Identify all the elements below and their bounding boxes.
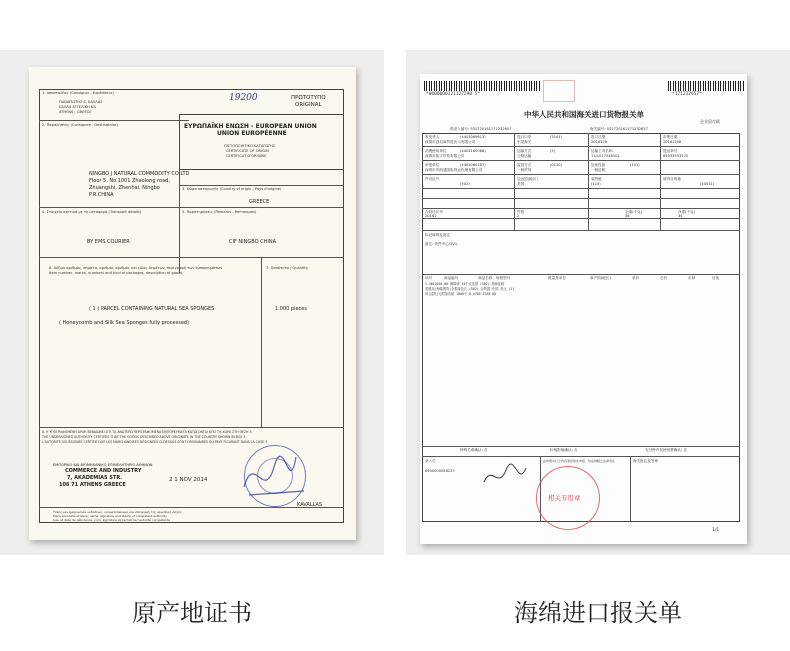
grid-value-2: 美国 bbox=[517, 182, 525, 186]
gross-label: 毛重(千克) bbox=[625, 210, 643, 214]
consignee-label: 2. Παραλήπτης (Consignee - Destinataire) bbox=[42, 123, 118, 127]
divider bbox=[422, 146, 740, 147]
consignee-line-3: Zhuangshi, Zhenhai, Ningbo bbox=[89, 185, 160, 191]
auth-line-2: THE UNDERSIGNED AUTHORITY CERTIFIES THAT THE GOODS DESCRIBED ABOVE ORIGINATE IN THE COUNTRY SHOWN IN BOX 3 bbox=[42, 435, 246, 439]
review-label: 海关批注及签章 bbox=[633, 459, 659, 463]
goods-head-4: 数量及单位 bbox=[548, 276, 566, 280]
row-1-d: (3101) bbox=[550, 135, 562, 139]
divider bbox=[422, 188, 740, 189]
eu-title: ΕΥΡΩΠΑΪΚΗ ΕΝΩΣΗ - EUROPEAN UNION bbox=[184, 123, 317, 130]
divider bbox=[422, 274, 740, 275]
barcode-left bbox=[424, 81, 540, 91]
country-value: GREECE bbox=[249, 199, 270, 205]
goods-head-7: 总价 bbox=[660, 276, 668, 280]
pieces-value: 2 bbox=[517, 214, 520, 218]
row-2-c: 东莞海关 bbox=[517, 140, 532, 144]
row-5-b: (4402060287) bbox=[460, 163, 486, 167]
row-5-f: (101) bbox=[630, 163, 640, 167]
divider bbox=[422, 230, 740, 231]
row-1-c: 进口口岸 bbox=[517, 135, 532, 139]
goods-head-6: 单价 bbox=[632, 276, 640, 280]
marks-value: 备注: 快件中心/3V1, bbox=[425, 242, 459, 246]
divider bbox=[39, 120, 189, 121]
exporter-line-1: ΠΑΝΑΓΙΩΤΗΣ Ε. ΚΑΛΛΑΣ bbox=[59, 100, 103, 104]
goods-head-1: 项号 bbox=[425, 276, 433, 280]
royalty-confirm: 支付特许权使用费确认: 否 bbox=[645, 448, 687, 452]
divider bbox=[39, 427, 344, 428]
chamber-line-2: COMMERCE AND INDUSTRY bbox=[65, 468, 142, 474]
goods-item-line-2: 美国用|海绵搓背|全棉身及衣 (502) 目的国:中国 美元 (1) bbox=[425, 287, 515, 291]
goods-label: 6. Αύξων αριθμός, σήματα, αριθμοί, αριθμός και είδος δεμάτων, περιγραφή των εμπορευμάτων bbox=[49, 266, 223, 270]
row-5-d: (0110) bbox=[550, 163, 562, 167]
quantity-label: 7. Ποσότητα / Quantity bbox=[266, 266, 308, 270]
entry-label: 录入员 bbox=[425, 459, 436, 463]
divider bbox=[630, 456, 631, 522]
chamber-line-1: ΕΜΠΟΡΙΚΟ ΚΑΙ ΒΙΟΜΗΧΑΝΙΚΟ ΕΠΙΜΕΛΗΤΗΡΙΟ ΑΘΗΝΩΝ bbox=[53, 463, 153, 467]
grid-label-1: 许可证号 bbox=[425, 177, 440, 181]
left-caption: 原产地证书 bbox=[132, 599, 252, 627]
row-4-c: 公路运输 bbox=[517, 154, 532, 158]
gross-value: 36 bbox=[625, 214, 630, 218]
grid-value-1: (502) bbox=[460, 182, 470, 186]
divider bbox=[422, 160, 740, 161]
contract-value: 20161 bbox=[425, 214, 437, 218]
row-5-a: 申报单位 bbox=[425, 163, 440, 167]
row-1-e: 进口日期 bbox=[591, 135, 606, 139]
row-2-f: 20161208 bbox=[663, 140, 682, 144]
row-1-f: 申报日期 bbox=[663, 135, 678, 139]
copy-tag: 企业留存联 bbox=[700, 119, 720, 124]
country-label: 3. Χώρα καταγωγής (Country of origin - Pays d'origine) bbox=[182, 187, 282, 191]
red-stamp-mark bbox=[543, 80, 575, 102]
row-6-c: 一般贸易 bbox=[517, 168, 532, 172]
divider bbox=[588, 133, 589, 230]
divider bbox=[514, 133, 515, 230]
divider bbox=[422, 174, 740, 175]
entry-code: 6900000048237 bbox=[425, 469, 455, 473]
auth-line-1: 8. Η ΥΠΟΓΡΑΦΟΜΕΝΗ ΑΡΧΗ ΒΕΒΑΙΩΝΕΙ ΟΤΙ ΤΑ ΑΝΩΤΕΡΩ ΠΕΡΙΓΡΑΦΟΜΕΝΑ ΕΜΠΟΡΕΥΜΑΤΑ ΚΑΤΑΓΟΝΤΑΙ ΑΠΟ ΤΗ ΧΩΡΑ ΣΤΗ ΘΕΣΗ 3 bbox=[42, 430, 252, 434]
goods-line-1: ( 1 ) PARCEL CONTAINING NATURAL SEA SPONGES bbox=[89, 306, 215, 312]
grid-value-3: (110) bbox=[591, 182, 601, 186]
row-5-c: 监管方式 bbox=[517, 163, 532, 167]
divider bbox=[39, 507, 344, 508]
special-relation: 特殊关系确认: 否 bbox=[460, 448, 488, 452]
goods-head-2: 商品编号 bbox=[444, 276, 459, 280]
row-1-b: (4402069613) bbox=[460, 135, 486, 139]
row-3-b: (4402160088) bbox=[460, 149, 486, 153]
divider bbox=[422, 198, 740, 199]
customs-declaration-document[interactable] bbox=[420, 74, 747, 544]
divider bbox=[422, 446, 740, 447]
handwritten-number: 19200 bbox=[229, 93, 258, 103]
footer-line-1: Τόπος και ημερομηνία εκδόσεως, ονοματεπώνυμο και υπογραφή της αρμόδιας Αρχής bbox=[53, 510, 182, 514]
declaration-table bbox=[422, 133, 740, 522]
grid-value-4: (44031) bbox=[700, 182, 715, 186]
footer-line-3: Lieu et date de délivrance, nom, signature et cachet de l'autorité compétente bbox=[53, 518, 171, 522]
divider bbox=[39, 257, 344, 258]
stamp-name: KAVALLAS bbox=[297, 502, 323, 508]
chamber-line-4: 106 71 ATHENS GREECE bbox=[59, 482, 126, 488]
signature-scribble bbox=[480, 462, 530, 492]
footer-line-2: Place and date of issue, name, signature and stamp of competent authority bbox=[53, 514, 167, 518]
net-value: 34 bbox=[678, 214, 683, 218]
divider bbox=[39, 207, 344, 208]
grid-label-2: 启运国(地区) bbox=[517, 177, 538, 181]
seal-text: 相关专用章 bbox=[548, 494, 581, 502]
consignor-label: 1. Αποστολέας (Consignor - Expéditeur) bbox=[42, 91, 114, 95]
pieces-label: 件数 bbox=[517, 210, 525, 214]
row-1-a: 收发货人 bbox=[425, 135, 440, 139]
row-2-e: 2016128 bbox=[591, 140, 608, 144]
issue-date: 2 1 NOV 2014 bbox=[169, 477, 208, 483]
row-3-f: 提运单号 bbox=[663, 149, 678, 153]
row-4-a: 深圳市拓宇贸易有限公司 bbox=[425, 154, 465, 158]
divider bbox=[422, 218, 740, 219]
goods-head-3: 商品名称、规格型号 bbox=[478, 276, 511, 280]
remarks-value: CIF NINGBO CHINA bbox=[229, 239, 277, 245]
quantity-value: 1.000 pieces bbox=[275, 306, 307, 312]
divider bbox=[422, 208, 740, 209]
marks-label: 标记唛码及备注 bbox=[425, 233, 451, 237]
goods-line-2: ( Honeycomb and Silk Sea Sponges fully processed) bbox=[59, 320, 190, 326]
original-label: ΠΡΩΤΟΤΥΠΟ bbox=[291, 95, 326, 101]
divider bbox=[422, 456, 740, 457]
exporter-line-3: ATHENS - GREECE bbox=[59, 110, 92, 114]
row-6-e: 一般征税 bbox=[591, 168, 606, 172]
consignee-line-2: Floor 5, No.1001 Zhaolong road, bbox=[89, 178, 170, 184]
goods-item-line-3: 用|清洗|无附加功能 1000个 0.4760 4760.00 bbox=[425, 292, 496, 296]
row-6-a: 深圳市安航通国际货运代理有限公司 bbox=[425, 168, 483, 172]
row-3-a: 消费使用单位 bbox=[425, 149, 447, 153]
grid-label-4: 境内目的地 bbox=[663, 177, 681, 181]
chamber-line-3: 7, AKADEMIAS STR. bbox=[67, 475, 123, 481]
row-3-c: 运输方式 bbox=[517, 149, 532, 153]
auth-line-3: L'AUTORITÉ SOUSSIGNÉE CERTIFIE QUE LES MARCHANDISES DÉSIGNÉES CI-DESSUS SONT ORIGINAIRES DU PAYS FIGURANT DANS LA CASE 3 bbox=[42, 440, 268, 444]
customs-no: 海关编号: 531720161171232657 bbox=[590, 127, 648, 131]
declare-statement: 兹申明对以上内容承担如实申报、依法纳税之法律责任 bbox=[543, 459, 616, 463]
original-sub-label: ORIGINAL bbox=[295, 102, 322, 108]
cert-line-3: CERTIFICAT D'ORIGINE bbox=[226, 154, 267, 158]
row-2-a: 深圳市创启商贸进出口有限公司 bbox=[425, 140, 476, 144]
transport-value: BY EMS COURIER bbox=[87, 239, 130, 245]
cert-line-1: ΠΙΣΤΟΠΟΙΗΤΙΚΟ ΚΑΤΑΓΩΓΗΣ bbox=[224, 144, 276, 148]
divider bbox=[660, 133, 661, 230]
exporter-line-2: ΚΑΛΛΑ ΑΓΓΕΛΙΚΗ ΝΑ bbox=[59, 105, 96, 109]
goods-head-5: 原产国(地区) bbox=[590, 276, 611, 280]
consignee-line-1: NINGBO J NATURAL COMMODITY CO LTD bbox=[89, 171, 190, 177]
transport-label: 4. Στοιχεία σχετικά με τη μεταφορά (Transport details) bbox=[42, 210, 142, 214]
right-caption: 海绵进口报关单 bbox=[514, 599, 682, 627]
row-3-e: 运输工具名称 bbox=[591, 149, 613, 153]
net-label: 净重(千克) bbox=[678, 210, 696, 214]
price-impact: 价格影响确认: 否 bbox=[550, 448, 578, 452]
page-number: 1/1 bbox=[712, 528, 720, 533]
grid-label-3: 装货港 bbox=[591, 177, 602, 181]
certificate-of-origin-document[interactable] bbox=[29, 67, 356, 540]
row-5-e: 征免性质 bbox=[591, 163, 606, 167]
row-4-f: 69533553570 bbox=[663, 154, 689, 158]
consignee-line-4: P.R.CHINA bbox=[89, 192, 114, 198]
goods-label-en: Item number, marks, numbers and kind of packages, description of goods bbox=[49, 271, 183, 275]
row-3-d: (5) bbox=[550, 149, 556, 153]
declaration-title: 中华人民共和国海关进口货物报关单 bbox=[524, 110, 644, 119]
pre-entry-no: 预录入编号: 531720161171232657 bbox=[450, 127, 512, 131]
divider bbox=[179, 185, 344, 186]
goods-head-8: 币制 bbox=[688, 276, 696, 280]
goods-item-line-1: 1 4010100.00 海绵球 34千克美国 (502) 照章征税 bbox=[425, 282, 505, 286]
row-4-e: 11/1017548301 bbox=[591, 154, 620, 158]
goods-head-9: 征免 bbox=[712, 276, 720, 280]
barcode-right bbox=[668, 81, 744, 91]
cert-line-2: CERTIFICATE OF ORIGIN bbox=[226, 149, 269, 153]
barcode-left-text: *0000000121127290 5* bbox=[426, 92, 481, 97]
signature-scribble bbox=[234, 447, 314, 507]
remarks-label: 5. Παρατηρήσεις (Remarks - Remarques) bbox=[182, 210, 257, 214]
contract-label: 合同协议号 bbox=[425, 210, 443, 214]
eu-subtitle: UNION EUROPÉENNE bbox=[217, 130, 287, 137]
divider bbox=[261, 257, 262, 427]
barcode-right-text: *171232657* bbox=[672, 92, 702, 97]
